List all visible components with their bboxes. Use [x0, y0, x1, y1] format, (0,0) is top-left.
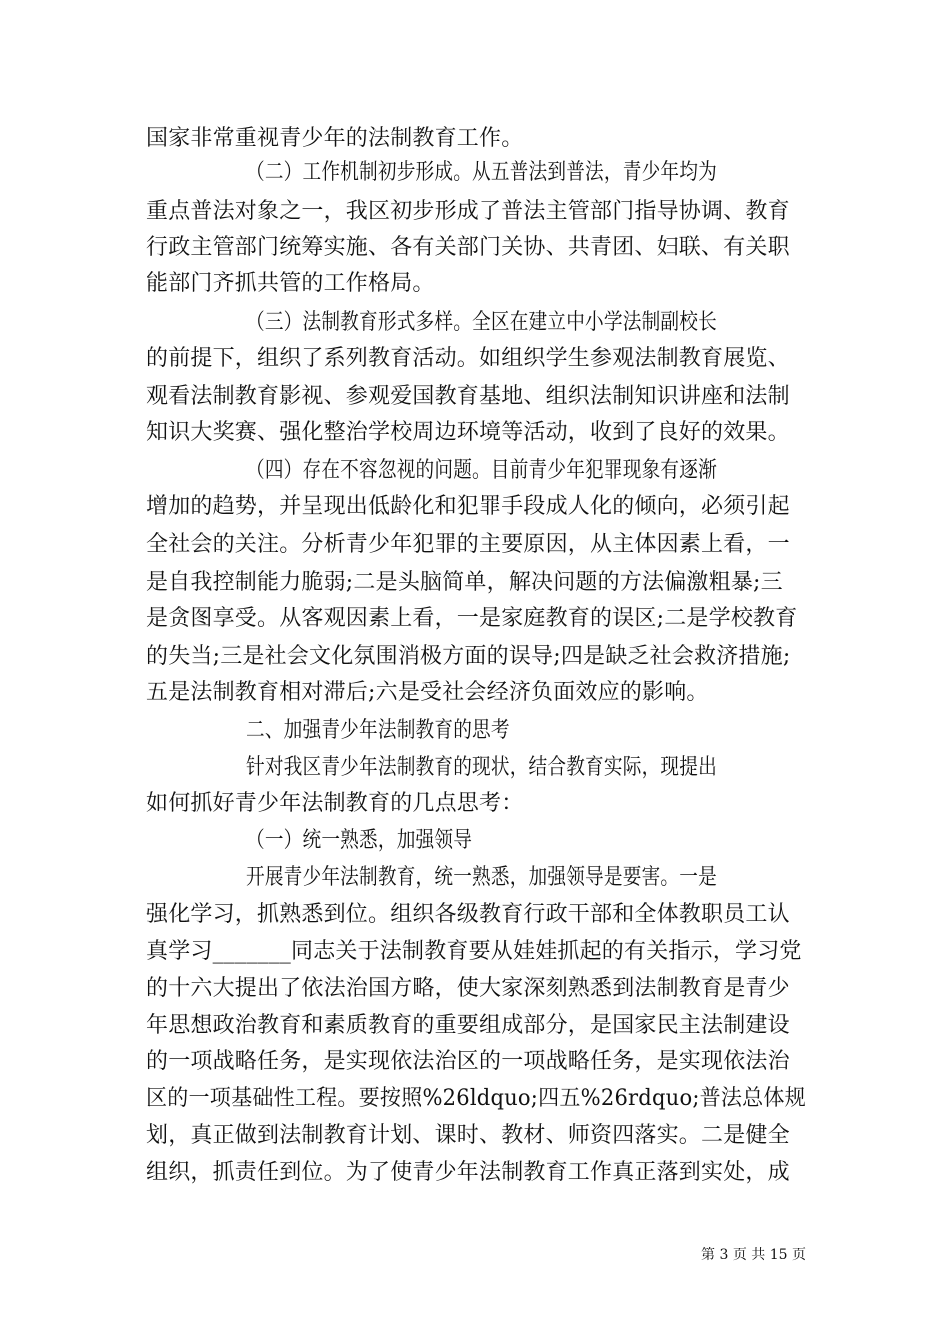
text-line: 的一项战略任务，是实现依法治区的一项战略任务，是实现依法治 [146, 1049, 790, 1074]
text-line: 划，真正做到法制教育计划、课时、教材、师资四落实。二是健全 [146, 1123, 790, 1148]
text-line: 强化学习，抓熟悉到位。组织各级教育行政干部和全体教职员工认 [146, 902, 790, 927]
text-line: 年思想政治教育和素质教育的重要组成部分，是国家民主法制建设 [146, 1013, 790, 1038]
subsection-heading: （一）统一熟悉，加强领导 [246, 828, 473, 853]
text-line: 是贪图享受。从客观因素上看，一是家庭教育的误区;二是学校教育 [146, 606, 798, 631]
text-line: 开展青少年法制教育，统一熟悉，加强领导是要害。一是 [246, 865, 717, 890]
text-line: 观看法制教育影视、参观爱国教育基地、组织法制知识讲座和法制 [146, 384, 790, 409]
section-heading: 二、加强青少年法制教育的思考 [246, 718, 510, 743]
page-number: 第 3 页 共 15 页 [701, 1247, 806, 1263]
text-line: 五是法制教育相对滞后;六是受社会经济负面效应的影响。 [146, 680, 709, 705]
text-line: 能部门齐抓共管的工作格局。 [146, 271, 435, 296]
text-line: 国家非常重视青少年的法制教育工作。 [146, 126, 524, 151]
text-line: 的失当;三是社会文化氛围消极方面的误导;四是缺乏社会救济措施; [146, 644, 791, 669]
text-line: （二）工作机制初步形成。从五普法到普法，青少年均为 [246, 160, 717, 185]
text-line: 区的一项基础性工程。要按照%26ldquo;四五%26rdquo;普法总体规 [146, 1086, 806, 1111]
text-line: 全社会的关注。分析青少年犯罪的主要原因，从主体因素上看，一 [146, 532, 790, 557]
text-line: 增加的趋势，并呈现出低龄化和犯罪手段成人化的倾向，必须引起 [146, 494, 790, 519]
text-line: 知识大奖赛、强化整治学校周边环境等活动，收到了良好的效果。 [146, 420, 790, 445]
text-line: 的十六大提出了依法治国方略，使大家深刻熟悉到法制教育是青少 [146, 976, 790, 1001]
text-line: 重点普法对象之一，我区初步形成了普法主管部门指导协调、教育 [146, 199, 790, 224]
text-line: 针对我区青少年法制教育的现状，结合教育实际，现提出 [246, 755, 717, 780]
text-line: （四）存在不容忽视的问题。目前青少年犯罪现象有逐渐 [246, 458, 717, 483]
text-line: 的前提下，组织了系列教育活动。如组织学生参观法制教育展览、 [146, 346, 790, 371]
text-line: 真学习_______同志关于法制教育要从娃娃抓起的有关指示，学习党 [146, 939, 802, 964]
text-line: 是自我控制能力脆弱;二是头脑简单，解决问题的方法偏激粗暴;三 [146, 570, 783, 595]
text-line: （三）法制教育形式多样。全区在建立中小学法制副校长 [246, 310, 717, 335]
text-line: 如何抓好青少年法制教育的几点思考： [146, 791, 524, 816]
text-line: 组织，抓责任到位。为了使青少年法制教育工作真正落到实处，成 [146, 1160, 790, 1185]
text-line: 行政主管部门统筹实施、各有关部门关协、共青团、妇联、有关职 [146, 235, 790, 260]
